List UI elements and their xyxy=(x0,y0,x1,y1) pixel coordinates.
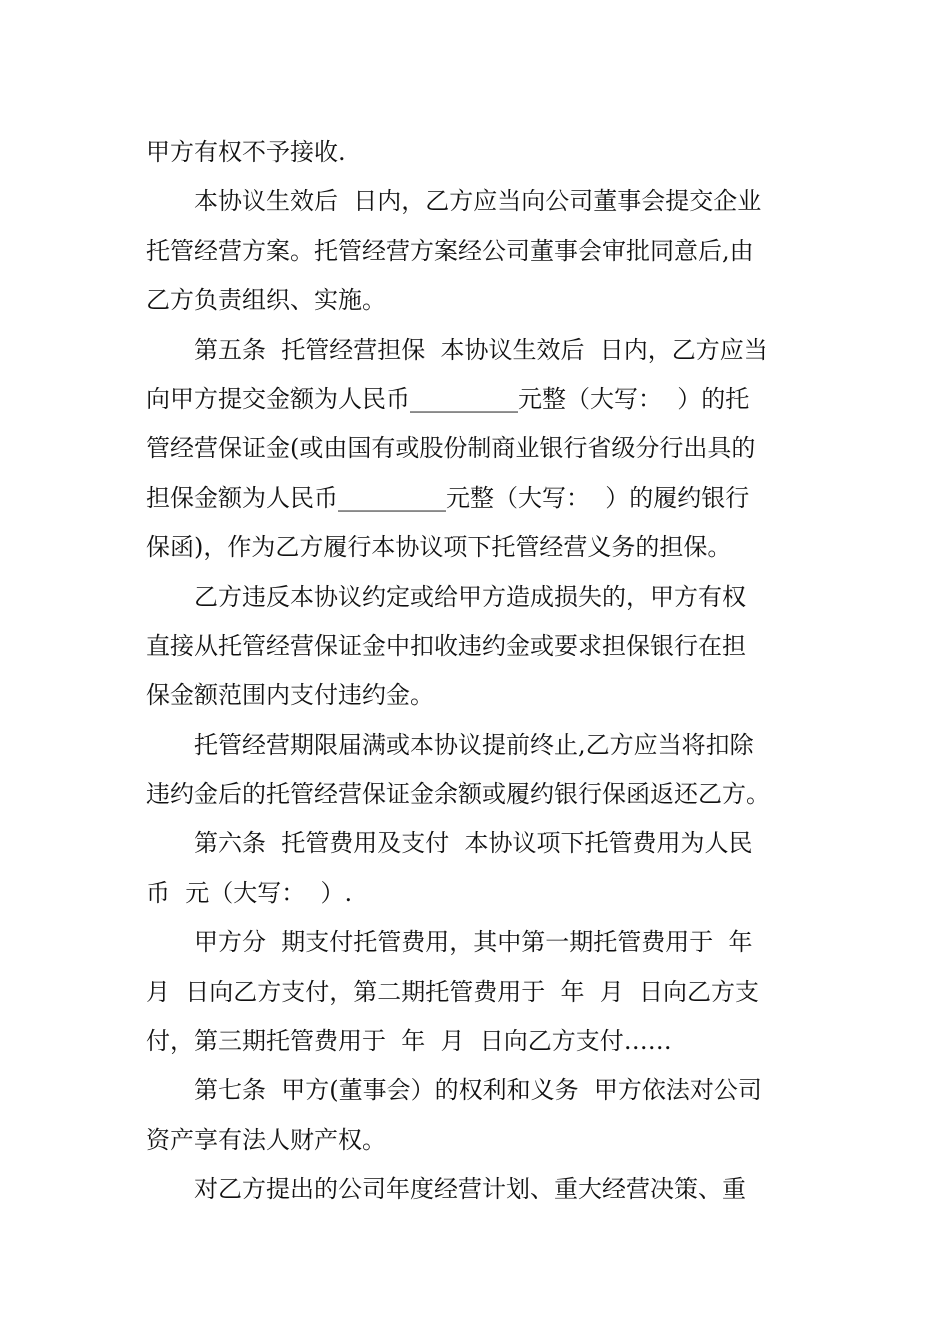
text-line: 托管经营方案。托管经营方案经公司董事会审批同意后,由 xyxy=(146,236,754,265)
text-line: 管经营保证金(或由国有或股份制商业银行省级分行出具的 xyxy=(146,434,756,463)
text-line: 月 日向乙方支付，第二期托管费用于 年 月 日向乙方支 xyxy=(146,977,760,1006)
text-line: 乙方负责组织、实施。 xyxy=(146,286,386,315)
document-body xyxy=(146,128,806,1215)
text-line: 保金额范围内支付违约金。 xyxy=(146,681,434,710)
text-line: 本协议生效后 日内，乙方应当向公司董事会提交企业 xyxy=(194,187,762,216)
text-line: 甲方分 期支付托管费用，其中第一期托管费用于 年 xyxy=(194,928,753,957)
text-line: 第五条 托管经营担保 本协议生效后 日内，乙方应当 xyxy=(194,335,768,364)
text-line: 第六条 托管费用及支付 本协议项下托管费用为人民 xyxy=(194,829,753,858)
text-line: 直接从托管经营保证金中扣收违约金或要求担保银行在担 xyxy=(146,631,746,660)
text-line: 担保金额为人民币_________元整（大写： ）的履约银行 xyxy=(146,483,750,512)
text-line: 向甲方提交金额为人民币_________元整（大写： ）的托 xyxy=(146,384,750,413)
text-line: 币 元（大写： ）. xyxy=(146,878,353,907)
text-line: 甲方有权不予接收. xyxy=(146,138,346,166)
text-line: 保函)，作为乙方履行本协议项下托管经营义务的担保。 xyxy=(146,533,732,562)
text-line: 违约金后的托管经营保证金余额或履约银行保函返还乙方。 xyxy=(146,780,770,809)
text-line: 对乙方提出的公司年度经营计划、重大经营决策、重 xyxy=(194,1175,746,1204)
text-line: 资产享有法人财产权。 xyxy=(146,1125,386,1154)
text-line: 第七条 甲方(董事会）的权利和义务 甲方依法对公司 xyxy=(194,1076,762,1105)
text-line: 付，第三期托管费用于 年 月 日向乙方支付…… xyxy=(146,1027,672,1056)
text-line: 乙方违反本协议约定或给甲方造成损失的，甲方有权 xyxy=(194,582,746,611)
text-line: 托管经营期限届满或本协议提前终止,乙方应当将扣除 xyxy=(194,730,754,759)
